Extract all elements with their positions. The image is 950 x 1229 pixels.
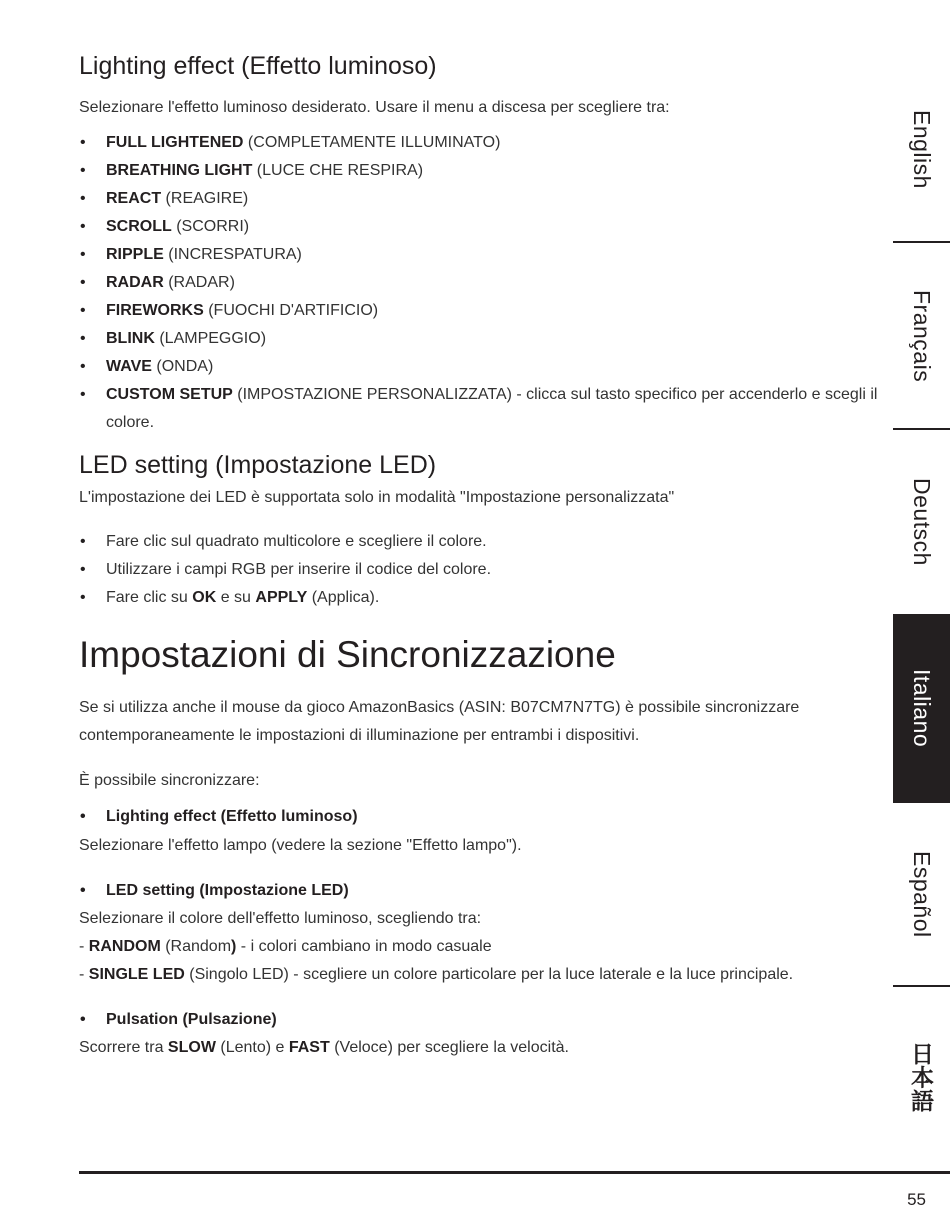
page-title-sync-settings: Impostazioni di Sincronizzazione: [79, 634, 616, 675]
text-span: ): [231, 938, 237, 955]
tab-label: Deutsch: [909, 478, 935, 566]
effect-name: FULL LIGHTENED: [106, 134, 244, 151]
sync-sub1-text: Selezionare l'effetto lampo (vedere la sezione "Effetto lampo").: [79, 837, 522, 854]
text-span: e su: [216, 589, 256, 606]
effect-name: BREATHING LIGHT: [106, 162, 253, 179]
tab-francais[interactable]: [893, 243, 950, 429]
effect-name: SCROLL: [106, 218, 172, 235]
tab-label: English: [909, 109, 935, 189]
effect-name: RADAR: [106, 274, 164, 291]
tab-label: Français: [909, 289, 935, 383]
sync-sub-label: • LED setting (Impostazione LED): [79, 877, 879, 905]
list-item: [79, 325, 879, 353]
list-item: [79, 185, 879, 213]
sync-sub-label: • Lighting effect (Effetto luminoso): [79, 803, 879, 831]
tab-deutsch[interactable]: [893, 430, 950, 614]
effect-translation: (IMPOSTAZIONE PERSONALIZZATA) - clicca sul tasto specifico per accenderlo e scegli il colore.: [106, 386, 878, 431]
effect-translation: (LUCE CHE RESPIRA): [252, 162, 424, 179]
ok-label: OK: [192, 589, 217, 606]
lighting-effect-list: [79, 129, 879, 437]
list-item: [79, 129, 879, 157]
effect-translation: (RADAR): [163, 274, 235, 291]
list-item: [79, 297, 879, 325]
effect-translation: (REAGIRE): [161, 190, 249, 207]
effect-name: CUSTOM SETUP: [106, 386, 233, 403]
led-setting-intro: L'impostazione dei LED è supportata solo in modalità "Impostazione personalizzata": [79, 489, 675, 506]
page-number: 55: [907, 1190, 926, 1209]
effect-translation: (LAMPEGGIO): [154, 330, 267, 347]
tab-italiano[interactable]: [893, 614, 950, 803]
single-led-line: [79, 961, 889, 989]
tab-label: Italiano: [909, 669, 935, 748]
tab-espanol[interactable]: [893, 803, 950, 986]
text-span: -: [79, 938, 89, 955]
sync-intro: Se si utilizza anche il mouse da gioco AmazonBasics (ASIN: B07CM7N7TG) è possibile sincronizzare contemporaneamente le impostazioni di illuminazione per entrambi i dispositivi.: [79, 699, 800, 744]
fast-label: FAST: [288, 1039, 330, 1056]
effect-translation: (COMPLETAMENTE ILLUMINATO): [243, 134, 501, 151]
list-item: [79, 241, 879, 269]
text-span: (Random: [160, 938, 232, 955]
sync-sub2: [79, 877, 879, 905]
sync-sub3: [79, 1006, 879, 1034]
list-item: [79, 353, 879, 381]
list-item: [79, 584, 879, 612]
tab-label: Español: [909, 851, 935, 938]
sync-sub-label: • Pulsation (Pulsazione): [79, 1006, 879, 1034]
slow-label: SLOW: [167, 1039, 216, 1056]
text-span: (Applica).: [307, 589, 380, 606]
sync-sub1: [79, 803, 879, 831]
list-item: [79, 381, 879, 437]
effect-translation: (ONDA): [151, 358, 214, 375]
section-heading-led-setting: LED setting (Impostazione LED): [79, 451, 437, 479]
effect-translation: (SCORRI): [171, 218, 250, 235]
tab-label: 日本語: [908, 1041, 934, 1113]
sync-sub2-text: Selezionare il colore dell'effetto luminoso, scegliendo tra:: [79, 910, 482, 927]
tab-japanese[interactable]: [893, 987, 950, 1167]
tab-english[interactable]: [893, 55, 950, 243]
led-setting-list: [79, 528, 879, 612]
random-label: RANDOM: [88, 938, 161, 955]
random-line: [79, 933, 879, 961]
footer-rule: [79, 1171, 950, 1174]
effect-name: RIPPLE: [106, 246, 164, 263]
single-led-label: SINGLE LED: [88, 966, 185, 983]
text-span: Fare clic su: [106, 589, 193, 606]
list-item: • Fare clic sul quadrato multicolore e scegliere il colore.: [79, 528, 879, 556]
effect-translation: (INCRESPATURA): [163, 246, 302, 263]
pulse-line: [79, 1034, 879, 1062]
lighting-effect-intro: Selezionare l'effetto luminoso desiderato. Usare il menu a discesa per scegliere tra:: [79, 99, 670, 116]
section-heading-lighting-effect: Lighting effect (Effetto luminoso): [79, 52, 437, 80]
list-item: [79, 157, 879, 185]
effect-name: BLINK: [106, 330, 155, 347]
list-item: [79, 213, 879, 241]
effect-name: FIREWORKS: [106, 302, 204, 319]
effect-name: WAVE: [106, 358, 152, 375]
apply-label: APPLY: [255, 589, 308, 606]
list-item: [79, 269, 879, 297]
text-span: (Singolo LED) - scegliere un colore particolare per la luce laterale e la luce principale.: [184, 966, 794, 983]
text-span: (Lento) e: [215, 1039, 289, 1056]
text-span: (Veloce) per scegliere la velocità.: [329, 1039, 569, 1056]
effect-translation: (FUOCHI D'ARTIFICIO): [203, 302, 379, 319]
text-span: - i colori cambiano in modo casuale: [236, 938, 492, 955]
sync-can-sync: È possibile sincronizzare:: [79, 772, 260, 789]
text-span: -: [79, 966, 89, 983]
text-span: Scorrere tra: [79, 1039, 168, 1056]
list-item: • Utilizzare i campi RGB per inserire il codice del colore.: [79, 556, 879, 584]
effect-name: REACT: [106, 190, 162, 207]
